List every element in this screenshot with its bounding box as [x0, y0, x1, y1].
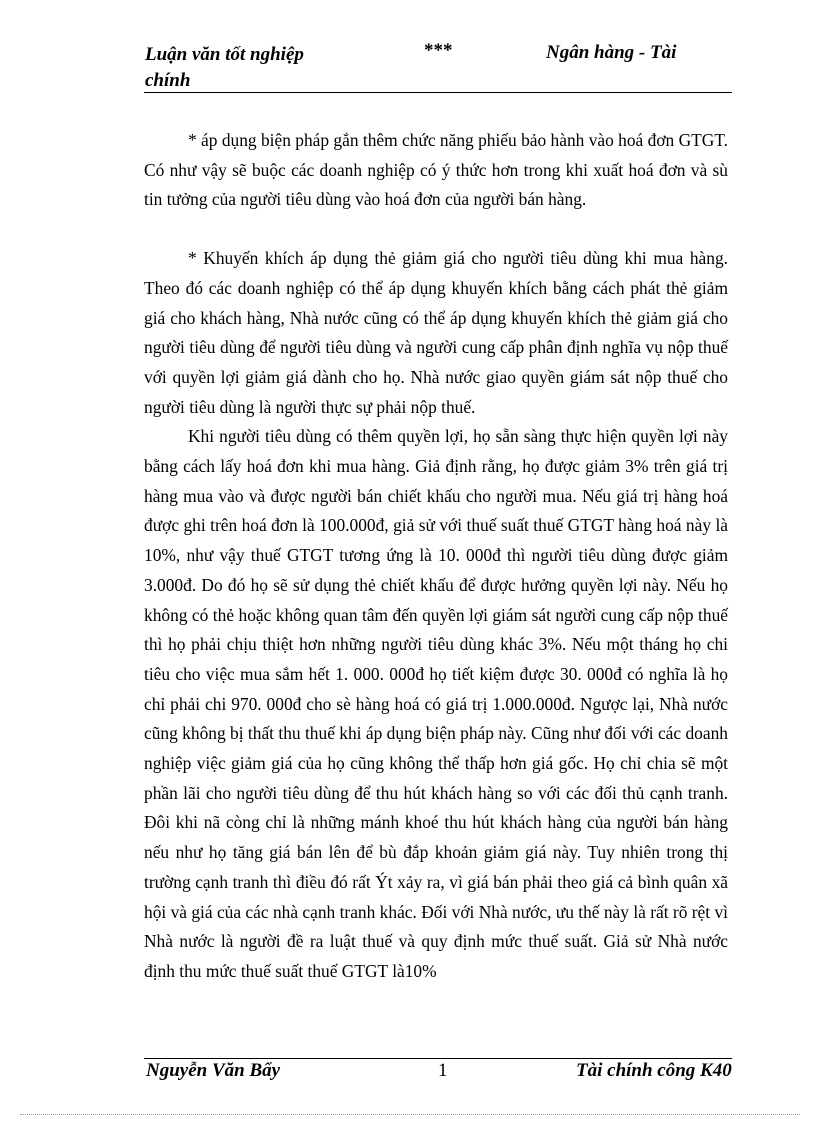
header-left [145, 42, 304, 94]
footer-divider [144, 1058, 732, 1059]
header-right: Ngân hàng - Tài [546, 42, 677, 63]
header-center: *** [424, 40, 453, 61]
header-left-line1: Luận văn tốt nghiệp [145, 44, 304, 65]
page-break-line [20, 1114, 800, 1115]
footer-author: Nguyễn Văn Bẩy [146, 1060, 281, 1081]
paragraph-3: Khi người tiêu dùng có thêm quyền lợi, họ sẵn sàng thực hiện quyền lợi này bằng cách lấy hoá đơn khi mua hàng. Giả định rằng, họ được giảm 3% trên giá trị hàng mua vào và được người bán chiết khấu cho người mua. Nếu giá trị hàng hoá được ghi trên hoá đơn là 100.000đ, giả sử với thuế suất thuế GTGT hàng hoá này là 10%, như vậy thuế GTGT tương ứng là 10. 000đ thì người tiêu dùng được giảm 3.000đ. Do đó họ sẽ sử dụng thẻ chiết khấu để được hưởng quyền lợi này. Nếu họ không có thẻ hoặc không quan tâm đến quyền lợi giám sát người cung cấp nộp thuế thì họ phải chịu thiệt hơn những người tiêu dùng khác 3%. Nếu một tháng họ chi tiêu cho việc mua sắm hết 1. 000. 000đ họ tiết kiệm được 30. 000đ có nghĩa là họ chỉ phải chi 970. 000đ cho sè hàng hoá có giá trị 1.000.000đ. Ngược lại, Nhà nước cũng không bị thất thu thuế khi áp dụng biện pháp này. Cũng như đối với các doanh nghiệp việc giảm giá của họ cũng không thể thấp hơn giá gốc. Họ chỉ chia sẽ một phần lãi cho người tiêu dùng để thu hút khách hàng so với các đối thủ cạnh tranh. Đôi khi nã còng chỉ là những mánh khoé thu hút khách hàng của người bán hàng nếu như họ tăng giá bán lên để bù đắp khoản giảm giá này. Tuy nhiên trong thị trường cạnh tranh thì điều đó rất Ýt xảy ra, vì giá bán phải theo giá cả bình quân xã hội và giá của các nhà cạnh tranh khác. Đối với Nhà nước, ưu thế này là rất rõ rệt vì Nhà nước là người đề ra luật thuế và quy định mức thuế suất. Giả sử Nhà nước định thu mức thuế suất thuế GTGT là10% [144, 426, 728, 981]
paragraph-1: * áp dụng biện pháp gắn thêm chức năng phiếu bảo hành vào hoá đơn GTGT. Có như vậy sẽ buộc các doanh nghiệp có ý thức hơn trong khi xuất hoá đơn và sù tin tưởng của người tiêu dùng vào hoá đơn của người bán hàng. [144, 130, 728, 210]
paragraph-2: * Khuyến khích áp dụng thẻ giảm giá cho người tiêu dùng khi mua hàng. Theo đó các doanh nghiệp có thể áp dụng khuyến khích bằng cách phát thẻ giảm giá cho khách hàng, Nhà nước cũng có thể áp dụng khuyến khích thẻ giảm giá cho người tiêu dùng để người tiêu dùng và người cung cấp phân định nghĩa vụ nộp thuế với quyền lợi giảm giá dành cho họ. Nhà nước giao quyền giám sát nộp thuế cho người tiêu dùng là người thực sự phải nộp thuế. [144, 248, 728, 417]
header-left-line2: chính [145, 70, 191, 91]
footer-class: Tài chính công K40 [576, 1060, 732, 1081]
page-number: 1 [438, 1060, 448, 1081]
body-text [144, 126, 728, 987]
header-divider [144, 92, 732, 93]
